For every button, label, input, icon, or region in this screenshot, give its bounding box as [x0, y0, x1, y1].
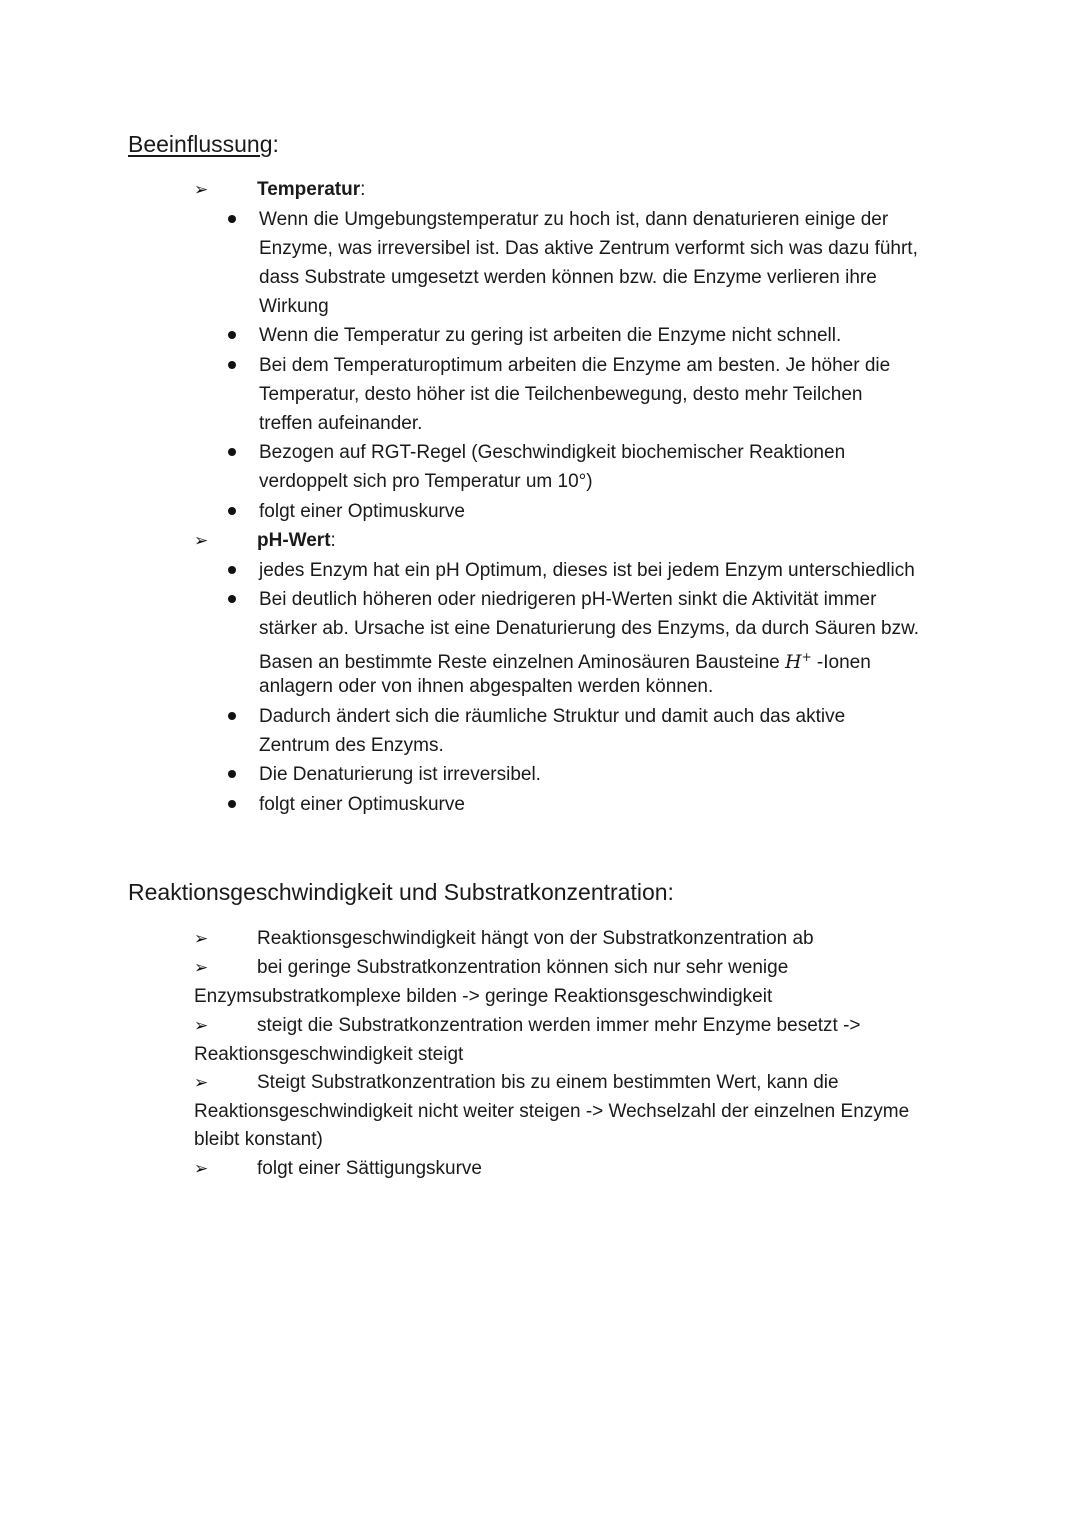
list-item-line: folgt einer Optimuskurve [259, 794, 465, 815]
round-bullet-icon [228, 712, 236, 720]
list-item-line: Die Denaturierung ist irreversibel. [259, 764, 541, 785]
arrowhead-bullet-icon: ➢ [194, 1016, 209, 1035]
arrowhead-bullet-icon: ➢ [194, 1073, 209, 1092]
round-bullet-icon [228, 448, 236, 456]
list-item-line: jedes Enzym hat ein pH Optimum, dieses ist bei jedem Enzym unterschiedlich [259, 560, 915, 581]
list-item-line: Dadurch ändert sich die räumliche Struktur und damit auch das aktive [259, 706, 846, 727]
round-bullet-icon [228, 595, 236, 603]
list-item-line: Reaktionsgeschwindigkeit nicht weiter steigen -> Wechselzahl der einzelnen Enzyme [194, 1101, 910, 1122]
section-heading-reaktionsgeschwindigkeit: Reaktionsgeschwindigkeit und Substratkonzentration: [128, 879, 674, 905]
list-item-line: Enzymsubstratkomplexe bilden -> geringe Reaktionsgeschwindigkeit [194, 986, 773, 1007]
section-heading-beeinflussung: Beeinflussung: [128, 131, 279, 157]
arrowhead-bullet-icon: ➢ [194, 180, 209, 199]
arrowhead-bullet-icon: ➢ [194, 531, 209, 550]
list-item-line: stärker ab. Ursache ist eine Denaturierung des Enzyms, da durch Säuren bzw. [259, 618, 920, 639]
round-bullet-icon [228, 800, 236, 808]
list-item-line: Bezogen auf RGT-Regel (Geschwindigkeit biochemischer Reaktionen [259, 442, 846, 463]
list-item-line-with-formula: Basen an bestimmte Reste einzelnen Aminosäuren Bausteine H+ -Ionen [259, 650, 871, 673]
list-item-line: verdoppelt sich pro Temperatur um 10°) [259, 471, 593, 492]
list-item-line: folgt einer Optimuskurve [259, 501, 465, 522]
list-item-line: Zentrum des Enzyms. [259, 735, 444, 756]
list-item-line: Enzyme, was irreversibel ist. Das aktive Zentrum verformt sich was dazu führt, [259, 238, 918, 259]
round-bullet-icon [228, 215, 236, 223]
round-bullet-icon [228, 770, 236, 778]
section-heading-text: Beeinflussung [128, 131, 273, 157]
list-item-line: anlagern oder von ihnen abgespalten werden können. [259, 676, 714, 697]
list-item-line: Temperatur, desto höher ist die Teilchenbewegung, desto mehr Teilchen [259, 384, 863, 405]
list-item-line: treffen aufeinander. [259, 413, 423, 434]
round-bullet-icon [228, 566, 236, 574]
arrowhead-bullet-icon: ➢ [194, 929, 209, 948]
list-item-line: bei geringe Substratkonzentration können sich nur sehr wenige [257, 957, 789, 978]
list-item-line: Wenn die Temperatur zu gering ist arbeiten die Enzyme nicht schnell. [259, 325, 842, 346]
list-item-line: Steigt Substratkonzentration bis zu einem bestimmten Wert, kann die [257, 1072, 839, 1093]
round-bullet-icon [228, 361, 236, 369]
list-item-line: bleibt konstant) [194, 1129, 323, 1150]
list-item-line: Wenn die Umgebungstemperatur zu hoch ist, dann denaturieren einige der [259, 209, 889, 230]
round-bullet-icon [228, 507, 236, 515]
arrowhead-bullet-icon: ➢ [194, 1159, 209, 1178]
list-item-line: Wirkung [259, 296, 329, 317]
arrowhead-bullet-icon: ➢ [194, 958, 209, 977]
list-item-line: folgt einer Sättigungskurve [257, 1158, 482, 1179]
round-bullet-icon [228, 331, 236, 339]
list-item-line: steigt die Substratkonzentration werden immer mehr Enzyme besetzt -> [257, 1015, 861, 1036]
hydrogen-ion-formula: H+ [784, 650, 812, 673]
subheading-temperatur: Temperatur: [257, 179, 366, 200]
list-item-line: Bei dem Temperaturoptimum arbeiten die Enzyme am besten. Je höher die [259, 355, 891, 376]
list-item-line: dass Substrate umgesetzt werden können bzw. die Enzyme verlieren ihre [259, 267, 877, 288]
list-item-line: Reaktionsgeschwindigkeit hängt von der Substratkonzentration ab [257, 928, 814, 949]
list-item-line: Bei deutlich höheren oder niedrigeren pH-Werten sinkt die Aktivität immer [259, 589, 877, 610]
list-item-line: Reaktionsgeschwindigkeit steigt [194, 1044, 464, 1065]
subheading-ph-wert: pH-Wert: [257, 530, 336, 551]
